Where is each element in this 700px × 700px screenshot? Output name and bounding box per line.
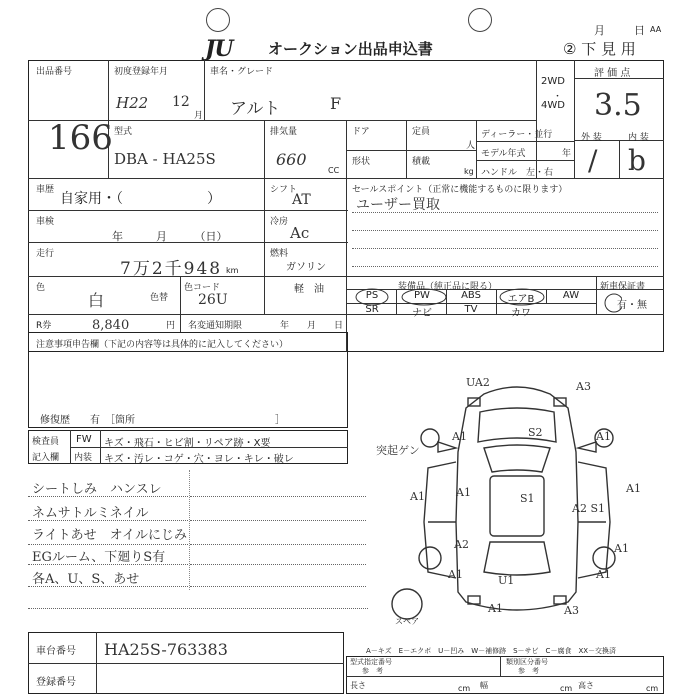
score-label: 評 価 点: [594, 68, 631, 79]
model-year-label: モデル年式: [481, 149, 526, 159]
color-label: 色: [36, 283, 46, 293]
name-change-label: 名変通知期限: [188, 321, 243, 331]
interior-label: 内 装: [628, 133, 649, 143]
mark-ua2: UA2: [466, 376, 490, 389]
color-code-label: 色コード: [184, 283, 221, 293]
lot-number-label: 出品番号: [36, 67, 73, 77]
fuel-label: 燃料: [270, 249, 289, 259]
displacement-unit: CC: [328, 166, 340, 175]
handle-label: ハンドル 左・右: [481, 168, 554, 178]
color-value: 白: [88, 291, 105, 310]
equipment-airbag: エアB: [507, 294, 535, 305]
drive-2wd: 2WD: [541, 76, 565, 87]
fw-items: キズ・飛石・ヒビ割・リペア跡・X要: [104, 438, 271, 449]
dealer-label: ディーラー・並行: [481, 130, 553, 140]
reference-box: [346, 656, 664, 694]
new-cert-value: 有・無: [617, 300, 647, 311]
load-label: 積載: [412, 157, 431, 167]
date-day: 日: [634, 24, 645, 37]
mark-a1-6: A1: [448, 568, 463, 581]
usage-label: 車歴: [36, 185, 55, 195]
date-month: 月: [594, 24, 605, 37]
displacement-label: 排気量: [270, 127, 298, 137]
mark-a3-bottom: A3: [564, 604, 579, 617]
drive-4wd: 4WD: [541, 100, 565, 111]
displacement-value: 660: [276, 150, 307, 169]
fuel-gas: ガソリン: [286, 262, 326, 273]
capacity-unit: 人: [466, 141, 476, 151]
logo: JU: [205, 36, 233, 62]
recycle-value: 8,840: [92, 318, 130, 333]
shape-label: 形状: [352, 157, 371, 167]
punch-hole-left: [206, 8, 230, 32]
class-label: 類別区分番号: [506, 658, 548, 666]
first-reg-label: 初度登録年月: [114, 67, 169, 77]
inspector-note-3: ライトあせ オイルにじみ: [32, 528, 187, 543]
height-unit: cm: [646, 684, 659, 693]
type-label: 型式: [114, 127, 133, 137]
equipment-abs: ABS: [461, 290, 481, 301]
copy-label: ② 下 見 用: [563, 40, 636, 58]
mark-a1-1: A1: [452, 430, 467, 443]
mark-a1-5: A1: [626, 482, 641, 495]
load-unit: kg: [464, 167, 474, 176]
damage-legend: A－キズ E－エクボ U－凹み W－補修跡 S－サビ C－腐食 XX－交換済: [366, 647, 617, 655]
inspector-note-1: シートしみ ハンスレ: [32, 482, 162, 497]
mileage-unit: km: [226, 266, 239, 275]
ac-label: 冷房: [270, 217, 289, 227]
mark-s1: S1: [520, 492, 535, 505]
width-label: 幅: [480, 681, 488, 690]
mileage-value: 7万2千948: [120, 259, 223, 279]
inspection-label: 車検: [36, 217, 55, 227]
chassis-value: HA25S-763383: [104, 640, 228, 659]
punch-hole-right: [468, 8, 492, 32]
recycle-label: R券: [36, 321, 52, 331]
model-grade-label: 車名・グレード: [210, 67, 274, 77]
equipment-sr: SR: [365, 304, 379, 315]
fuel-diesel: 軽 油: [294, 284, 324, 295]
inspector-note-4: EGルーム、下廻りS有: [32, 550, 166, 565]
new-cert-label: 新車保証書: [600, 282, 646, 292]
mark-bump: 突起ゲン: [376, 444, 420, 457]
equipment-leather: カワ: [511, 308, 531, 319]
model-name: アルト: [230, 99, 281, 119]
ac-value: Ac: [290, 224, 310, 242]
equipment-tv: TV: [464, 304, 478, 315]
color-code-value: 26U: [198, 292, 228, 308]
form-title: オークション出品申込書: [268, 40, 433, 58]
notes-label: 注意事項申告欄（下記の内容等は具体的に記入してください）: [36, 340, 289, 350]
sales-point-value: ユーザー買取: [356, 197, 440, 213]
door-label: ドア: [352, 127, 370, 137]
model-year-unit: 年: [562, 149, 572, 159]
exterior-grade: /: [588, 144, 598, 177]
score: 3.5: [594, 88, 642, 123]
first-reg-unit: 月: [194, 111, 204, 121]
equipment-pw: PW: [414, 290, 430, 301]
width-unit: cm: [560, 684, 573, 693]
usage-value: 自家用・（ ）: [60, 191, 221, 207]
equipment-aw: AW: [562, 290, 580, 301]
mark-u1: U1: [498, 574, 515, 587]
inspector-label: 検査員: [32, 437, 60, 447]
mark-a1-3: A1: [410, 490, 425, 503]
date-aa: AA: [650, 25, 662, 34]
interior-items: キズ・汚レ・コゲ・穴・ヨレ・キレ・破レ: [104, 454, 294, 465]
mark-a2-s1: A2 S1: [572, 502, 605, 515]
equipment-ps: PS: [365, 290, 379, 301]
shift-label: シフト: [270, 185, 298, 195]
inspector-note-2: ネムサトルミネイル: [32, 506, 149, 521]
sales-point-label: セールスポイント（正常に機能するものに限ります）: [352, 185, 568, 195]
length-label: 長さ: [350, 681, 366, 690]
fw-label: FW: [76, 434, 92, 445]
shift-value: AT: [292, 192, 311, 208]
mileage-label: 走行: [36, 249, 55, 259]
spare-label: スペア: [395, 617, 419, 626]
mark-a1-9: A1: [614, 542, 629, 555]
inspection-value: 年 月 （日）: [112, 230, 228, 243]
mark-a1-4: A1: [456, 486, 471, 499]
repair-label: 修復歴 有 ［箇所 ］: [40, 415, 285, 426]
chassis-label: 車台番号: [36, 646, 76, 657]
exterior-label: 外 装: [581, 133, 602, 143]
type-spec-label: 型式指定番号: [350, 658, 392, 666]
grade: F: [330, 94, 342, 113]
lot-number: 166: [48, 118, 113, 158]
color-change-label: 色替: [150, 293, 169, 303]
name-change-value: 年 月 日: [280, 321, 344, 331]
interior-grade: b: [628, 144, 646, 177]
mark-a3-top: A3: [576, 380, 591, 393]
mark-a1-7: A1: [596, 568, 611, 581]
mark-s2: S2: [528, 426, 543, 439]
capacity-label: 定員: [412, 127, 431, 137]
recycle-unit: 円: [166, 321, 176, 331]
first-reg-month: 12: [172, 94, 190, 110]
interior-check-label: 内装: [74, 453, 93, 463]
equipment-label: 装備品（純正品に限る）: [398, 282, 498, 292]
class-ref: 参 考: [518, 667, 539, 675]
mark-a1-2: A1: [596, 430, 611, 443]
mark-a2: A2: [454, 538, 469, 551]
mark-a1-8: A1: [488, 602, 503, 615]
first-reg-year: H22: [116, 94, 149, 112]
equipment-circles: [352, 287, 622, 317]
equipment-navi: ナビ: [412, 308, 432, 319]
recorder-label: 記入欄: [32, 453, 60, 463]
type-value: DBA - HA25S: [114, 150, 216, 168]
height-label: 高さ: [578, 681, 594, 690]
length-unit: cm: [458, 684, 471, 693]
inspector-note-5: 各A、U、S、あせ: [32, 572, 140, 587]
reg-label: 登録番号: [36, 677, 76, 688]
type-spec-ref: 参 考: [362, 667, 383, 675]
